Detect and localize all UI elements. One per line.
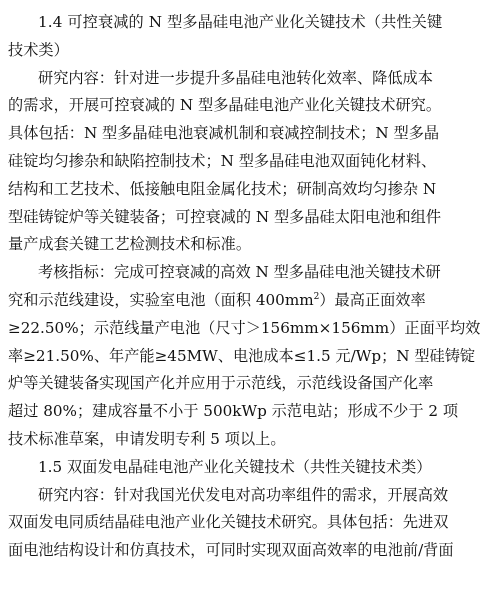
research-content-line: 具体包括：N 型多晶硅电池衰减机制和衰减控制技术；N 型多晶 <box>8 124 440 143</box>
assessment-line-area <box>8 287 426 315</box>
section-1-5-heading: 1.5 双面发电晶硅电池产业化关键技术（共性关键技术类） <box>38 457 432 476</box>
area-unit-superscript: 2 <box>313 291 320 302</box>
assessment-line: 技术标准草案，申请发明专利 5 项以上。 <box>8 429 286 448</box>
assessment-area-prefix: 究和示范线建设，实验室电池（面积 400mm <box>8 290 314 309</box>
assessment-line: 考核指标：完成可控衰减的高效 N 型多晶硅电池关键技术研 <box>38 263 441 282</box>
assessment-line: ≥22.50%；示范线量产电池（尺寸＞156mm×156mm）正面平均效 <box>8 318 480 337</box>
research-content-line: 量产成套关键工艺检测技术和标准。 <box>8 235 251 254</box>
research-content-line: 双面发电同质结晶硅电池产业化关键技术研究。具体包括：先进双 <box>8 513 449 532</box>
assessment-line: 炉等关键装备实现国产化并应用于示范线，示范线设备国产化率 <box>8 374 434 393</box>
research-content-line: 的需求，开展可控衰减的 N 型多晶硅电池产业化关键技术研究。 <box>8 96 442 115</box>
research-content-line: 研究内容：针对进一步提升多晶硅电池转化效率、降低成本 <box>38 68 433 87</box>
assessment-line: 超过 80%；建成容量不小于 500kWp 示范电站；形成不少于 2 项 <box>8 402 459 421</box>
research-content-line: 面电池结构设计和仿真技术，可同时实现双面高效率的电池前/背面 <box>8 541 454 560</box>
research-content-line: 研究内容：针对我国光伏发电对高功率组件的需求，开展高效 <box>38 485 449 504</box>
section-1-4-heading: 1.4 可控衰减的 N 型多晶硅电池产业化关键技术（共性关键 <box>38 13 443 31</box>
section-1-4-heading-cont: 技术类） <box>8 40 69 59</box>
research-content-line: 结构和工艺技术、低接触电阻金属化技术；研制高效均匀掺杂 N <box>8 179 437 198</box>
assessment-line: 率≥21.50%、年产能≥45MW、电池成本≤1.5 元/Wp；N 型硅铸锭 <box>8 346 476 365</box>
assessment-area-suffix: ）最高正面效率 <box>319 290 426 309</box>
research-content-line: 硅锭均匀掺杂和缺陷控制技术；N 型多晶硅电池双面钝化材料、 <box>8 151 437 170</box>
research-content-line: 型硅铸锭炉等关键装备；可控衰减的 N 型多晶硅太阳电池和组件 <box>8 207 442 226</box>
